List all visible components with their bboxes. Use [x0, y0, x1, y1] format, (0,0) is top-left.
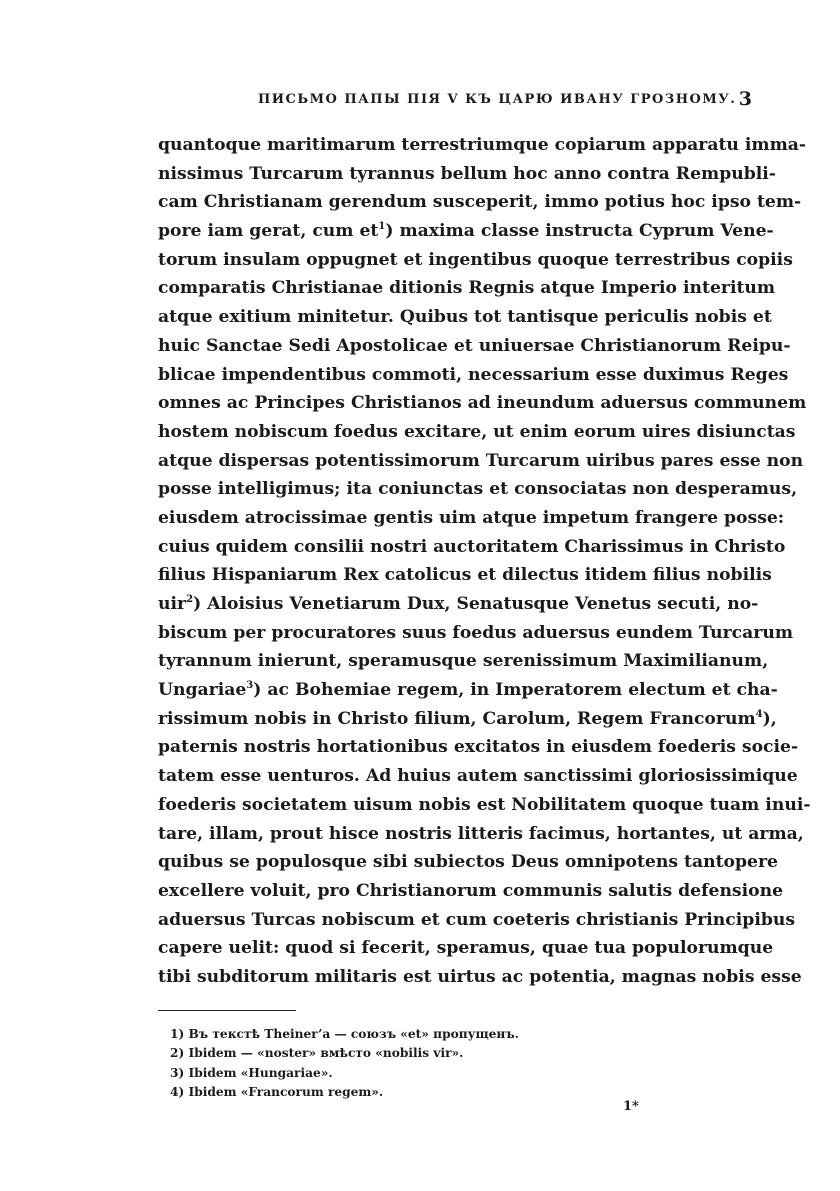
text-segment: huic Sanctae Sedi Apostolicae et uniuersae Christianorum Reipu-: [158, 335, 791, 356]
footnote-1: 1) Въ текстѣ Theiner’a — союзъ «et» пропущенъ.: [170, 1027, 519, 1041]
text-segment: foederis societatem uisum nobis est Nobilitatem quoque tuam inui-: [158, 794, 811, 815]
text-line: [158, 705, 777, 734]
text-segment: blicae impendentibus commoti, necessarium esse duximus Reges: [158, 364, 789, 385]
footnote-4: 4) Ibidem «Francorum regem».: [170, 1085, 384, 1100]
text-line: [158, 389, 807, 418]
text-line: [158, 131, 807, 160]
text-line: [158, 963, 802, 992]
footnotes: [170, 1025, 519, 1103]
text-segment: tatem esse uenturos. Ad huius autem sanctissimi gloriosissimique: [158, 766, 798, 787]
text-segment: atque exitium minitetur. Quibus tot tantisque periculis nobis et: [158, 307, 772, 328]
text-segment: cam Christianam gerendum susceperit, immo potius hoc ipso tem-: [158, 192, 802, 213]
text-line: [158, 246, 793, 275]
text-segment: ),: [762, 708, 777, 729]
text-segment: aduersus Turcas nobiscum et cum coeteris christianis Principibus: [158, 909, 796, 930]
text-line: [158, 504, 785, 533]
text-segment: rissimum nobis in Christo filium, Carolum, Regem Francorum: [158, 708, 756, 729]
text-segment: torum insulam oppugnet et ingentibus quoque terrestribus copiis: [158, 249, 793, 270]
text-segment: quantoque maritimarum terrestriumque copiarum apparatu imma-: [158, 135, 807, 155]
text-segment: ) Aloisius Venetiarum Dux, Senatusque Venetus secuti, no-: [193, 594, 759, 614]
page-number: 3: [738, 88, 752, 110]
text-line: [158, 590, 759, 619]
running-head: [158, 88, 754, 112]
text-line: [158, 447, 804, 476]
text-line: [158, 217, 774, 246]
text-line: [158, 619, 794, 648]
text-segment: pore iam gerat, cum et: [158, 221, 379, 242]
footnote-marker: 2: [186, 594, 194, 605]
footnote-2: 2) Ibidem — «noster» вмѣсто «nobilis vir».: [170, 1046, 464, 1061]
text-segment: atque dispersas potentissimorum Turcarum uiribus pares esse non: [158, 450, 804, 471]
text-segment: omnes ac Principes Christianos ad ineundum aduersus communem: [158, 393, 807, 414]
text-line: [158, 647, 769, 676]
footnote-marker: 1: [378, 221, 386, 233]
text-segment: filius Hispaniarum Rex catolicus et dilectus itidem filius nobilis: [158, 565, 772, 586]
text-line: [158, 274, 776, 303]
text-segment: tare, illam, prout hisce nostris litteris facimus, hortantes, ut arma,: [158, 823, 804, 844]
text-line: [158, 533, 786, 562]
text-segment: posse intelligimus; ita coniunctas et consociatas non desperamus,: [158, 479, 798, 500]
text-line: [158, 561, 772, 590]
footnote-marker: 3: [246, 680, 254, 692]
text-segment: eiusdem atrocissimae gentis uim atque impetum frangere posse:: [158, 507, 785, 528]
text-line: [158, 934, 774, 963]
text-line: [158, 676, 778, 705]
text-segment: ) ac Bohemiae regem, in Imperatorem electum et cha-: [253, 680, 778, 701]
text-segment: quibus se populosque sibi subiectos Deus omnipotens tantopere: [158, 852, 778, 873]
text-line: [158, 820, 804, 849]
text-line: [158, 906, 796, 935]
text-line: [158, 160, 776, 189]
text-segment: tibi subditorum militaris est uirtus ac potentia, magnas nobis esse: [158, 966, 802, 987]
footnote-marker: 4: [755, 708, 763, 720]
footnote-rule: [158, 1010, 296, 1011]
body-text: [158, 131, 811, 992]
text-segment: ) maxima classe instructa Cyprum Vene-: [385, 221, 774, 242]
text-segment: excellere voluit, pro Christianorum communis salutis defensione: [158, 880, 784, 901]
text-segment: capere uelit: quod si fecerit, speramus, quae tua populorumque: [158, 938, 774, 959]
footnote-3: 3) Ibidem «Hungariae».: [170, 1065, 333, 1080]
text-segment: comparatis Christianae ditionis Regnis atque Imperio interitum: [158, 278, 776, 299]
text-line: [158, 848, 778, 877]
signature-mark: 1*: [623, 1099, 639, 1114]
running-title: ПИСЬМО ПАПЫ ПІЯ V КЪ ЦАРЮ ИВАНУ ГРОЗНОМУ.: [258, 92, 737, 107]
text-segment: paternis nostris hortationibus excitatos in eiusdem foederis socie-: [158, 737, 799, 758]
text-line: [158, 361, 789, 390]
text-segment: uir: [158, 594, 187, 614]
text-segment: hostem nobiscum foedus excitare, ut enim eorum uires disiunctas: [158, 421, 796, 442]
text-line: [158, 791, 811, 820]
text-line: [158, 332, 791, 361]
text-line: [158, 418, 796, 447]
text-segment: nissimus Turcarum tyrannus bellum hoc anno contra Rempubli-: [158, 163, 776, 184]
text-line: [158, 762, 798, 791]
text-line: [158, 303, 772, 332]
text-segment: tyrannum inierunt, speramusque serenissimum Maximilianum,: [158, 651, 769, 672]
text-segment: cuius quidem consilii nostri auctoritatem Charissimus in Christo: [158, 536, 786, 557]
text-line: [158, 475, 798, 504]
text-line: [158, 188, 802, 217]
text-segment: biscum per procuratores suus foedus aduersus eundem Turcarum: [158, 622, 794, 643]
text-line: [158, 877, 784, 906]
text-line: [158, 733, 799, 762]
text-segment: Ungariae: [158, 680, 247, 701]
